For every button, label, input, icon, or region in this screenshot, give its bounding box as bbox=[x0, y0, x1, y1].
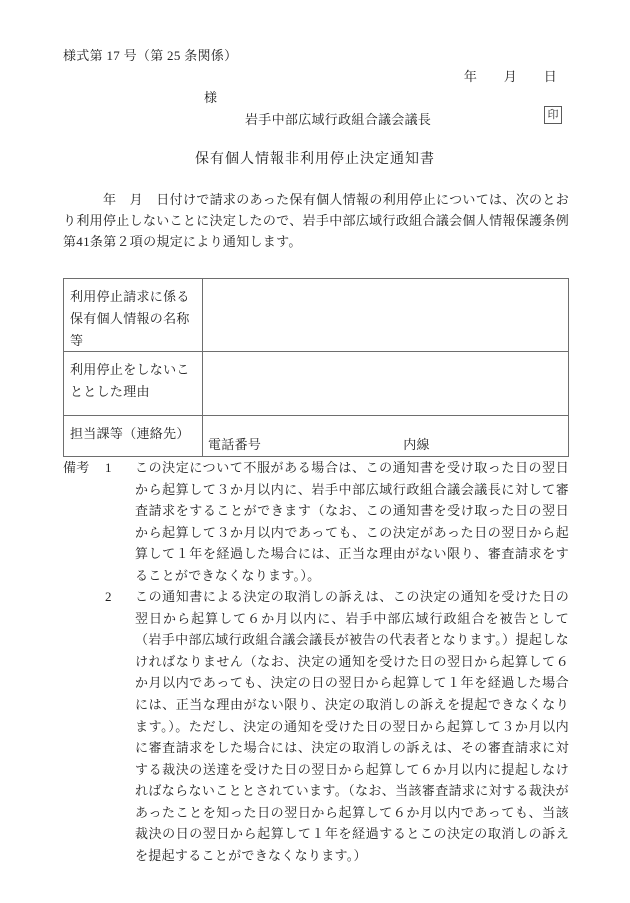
row-value-personal-info-name bbox=[203, 279, 569, 352]
issuer-title: 岩手中部広域行政組合議会議長 bbox=[245, 112, 432, 127]
note-item-1-text: この決定について不服がある場合は、この通知書を受け取った日の翌日から起算して３か月以内に、岩手中部広域行政組合議会議長に対して審査請求をすることができます（なお、この通知書を受け取った日の翌日から起算して３か月以内であっても、この決定があった日の翌日から起算して１年を経過した場合には、正当な理由がない限り、審査請求をすることができなくなります。）。 bbox=[135, 460, 569, 583]
table-row-contact bbox=[64, 416, 569, 457]
note-item-2-number: 2 bbox=[105, 589, 112, 605]
row-label-reason: 利用停止をしないこととした理由 bbox=[64, 352, 203, 416]
table-row-reason bbox=[64, 352, 569, 416]
seal-character: 印 bbox=[547, 109, 559, 121]
row-value-reason bbox=[203, 352, 569, 416]
row-label-personal-info-name: 利用停止請求に係る保有個人情報の名称等 bbox=[64, 279, 203, 352]
phone-number-label: 電話番号 bbox=[208, 437, 262, 453]
notes-section bbox=[63, 457, 569, 866]
notes-heading: 備考 bbox=[63, 460, 90, 475]
table-row-personal-info-name bbox=[64, 279, 569, 352]
body-paragraph: 年 月 日付けで請求のあった保有個人情報の利用停止については、次のとおり利用停止しないことに決定したので、岩手中部広域行政組合議会個人情報保護条例第41条第２項の規定により通知します。 bbox=[63, 192, 569, 249]
row-value-contact bbox=[203, 416, 569, 457]
form-number: 様式第 17 号（第 25 条関係） bbox=[63, 48, 238, 63]
document-title: 保有個人情報非利用停止決定通知書 bbox=[195, 152, 435, 167]
note-item-2-text: この通知書による決定の取消しの訴えは、この決定の通知を受けた日の翌日から起算して６か月以内に、岩手中部広域行政組合を被告として（岩手中部広域行政組合議会議長が被告の代表者となります。）提起しなければなりません（なお、決定の通知を受けた日の翌日から起算して６か月以内であっても、決定の日の翌日から起算して１年を経過した場合には、正当な理由がない限り、決定の取消しの訴えを提起できなくなります。）。ただし、決定の通知を受けた日の翌日から起算して３か月以内に審査請求をした場合には、決定の取消しの訴えは、その審査請求に対する裁決の送達を受けた日の翌日から起算して６か月以内に提起しなければならないこととされています。（なお、当該審査請求に対する裁決があったことを知った日の翌日から起算して６か月以内であっても、当該裁決の日の翌日から起算して１年を経過するとこの決定の取消しの訴えを提起することができなくなります。） bbox=[135, 589, 569, 863]
note-item-1-number: 1 bbox=[105, 460, 112, 475]
seal-stamp-icon bbox=[544, 106, 562, 124]
addressee-honorific: 様 bbox=[204, 90, 218, 105]
row-label-contact: 担当課等（連絡先） bbox=[64, 416, 203, 457]
contact-line bbox=[208, 434, 568, 453]
extension-label: 内線 bbox=[403, 437, 430, 453]
date-line: 年 月 日 bbox=[463, 69, 557, 84]
form-table bbox=[63, 278, 569, 457]
